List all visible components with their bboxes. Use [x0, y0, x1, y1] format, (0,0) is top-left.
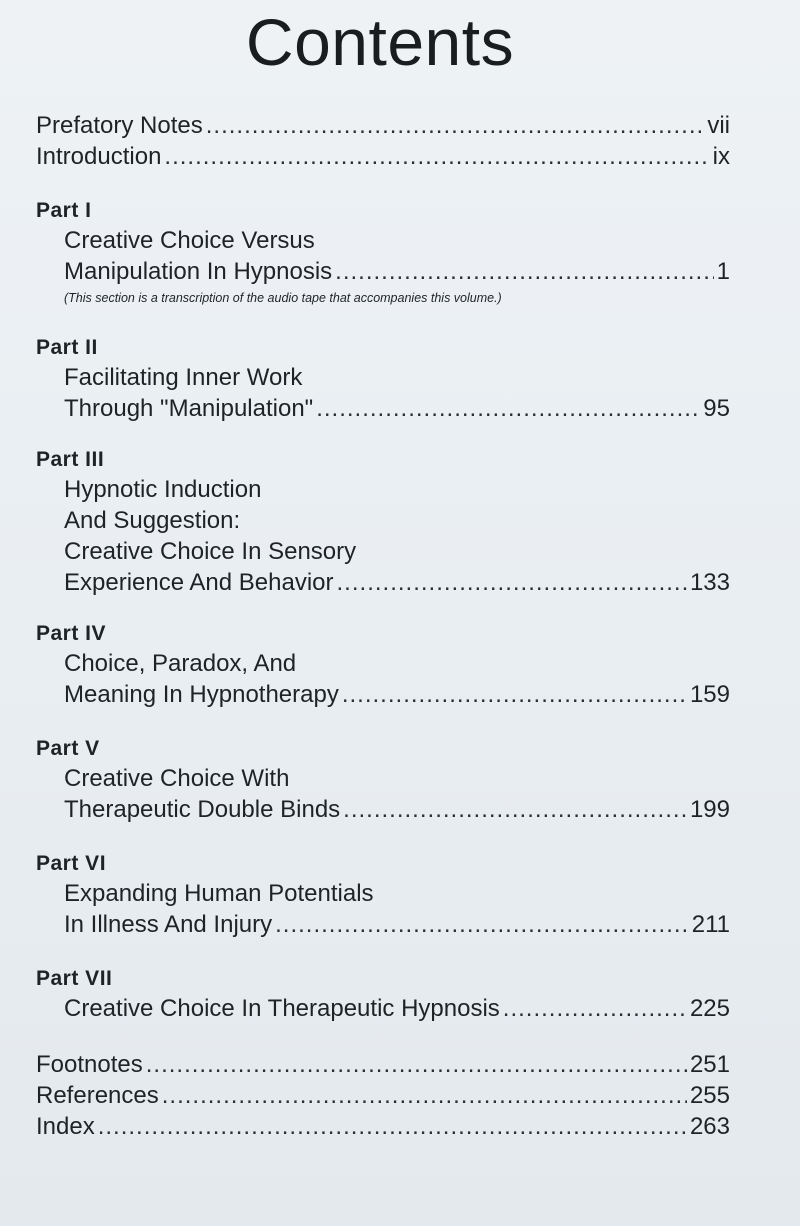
entry-label: Experience And Behavior [64, 569, 334, 596]
entry-line: Expanding Human Potentials [64, 880, 374, 907]
entry-label: Footnotes [36, 1051, 143, 1078]
toc-entry-part-7[interactable] [36, 993, 730, 1024]
part-heading: Part II [36, 336, 98, 359]
dot-leader [146, 1049, 687, 1080]
entry-page: 255 [689, 1082, 730, 1109]
entry-page: 1 [716, 258, 730, 285]
entry-page: 133 [689, 569, 730, 596]
page-title: Contents [245, 5, 515, 79]
part-heading: Part I [36, 199, 92, 222]
dot-leader [342, 679, 687, 710]
dot-leader [162, 1080, 687, 1111]
entry-label: Therapeutic Double Binds [64, 796, 341, 823]
entry-line: Creative Choice With [64, 765, 290, 792]
toc-entry-footnotes[interactable] [36, 1049, 730, 1080]
entry-label: Prefatory Notes [36, 112, 203, 139]
part-heading: Part III [36, 448, 105, 471]
toc-entry-introduction[interactable] [36, 141, 730, 172]
part-heading: Part VII [36, 967, 113, 990]
part-heading: Part VI [36, 852, 107, 875]
entry-line: And Suggestion: [64, 507, 241, 534]
dot-leader [98, 1111, 687, 1142]
entry-label: Introduction [36, 143, 162, 170]
toc-entry-part-1[interactable] [36, 256, 730, 287]
toc-entry-part-2[interactable] [36, 393, 730, 424]
entry-label: Meaning In Hypnotherapy [64, 681, 339, 708]
entry-page: 199 [689, 796, 730, 823]
entry-label: Manipulation In Hypnosis [64, 258, 333, 285]
entry-page: 251 [689, 1051, 730, 1078]
toc-entry-prefatory-notes[interactable] [36, 110, 730, 141]
dot-leader [206, 110, 705, 141]
table-of-contents [36, 110, 730, 1142]
toc-entry-index[interactable] [36, 1111, 730, 1142]
toc-entry-references[interactable] [36, 1080, 730, 1111]
entry-line: Facilitating Inner Work [64, 364, 303, 391]
toc-entry-part-3[interactable] [36, 567, 730, 598]
dot-leader [337, 567, 687, 598]
entry-line: Creative Choice Versus [64, 227, 315, 254]
part-heading: Part IV [36, 622, 107, 645]
entry-line: Choice, Paradox, And [64, 650, 297, 677]
entry-label: In Illness And Injury [64, 911, 273, 938]
dot-leader [164, 141, 709, 172]
entry-page: ix [712, 143, 730, 170]
entry-line: Hypnotic Induction [64, 476, 262, 503]
entry-page: 263 [689, 1113, 730, 1140]
entry-label: Creative Choice In Therapeutic Hypnosis [64, 995, 500, 1022]
entry-page: 159 [689, 681, 730, 708]
dot-leader [316, 393, 700, 424]
dot-leader [335, 256, 713, 287]
toc-entry-part-6[interactable] [36, 909, 730, 940]
section-note: (This section is a transcription of the audio tape that accompanies this volume.) [64, 291, 502, 305]
entry-page: 225 [689, 995, 730, 1022]
entry-line: Creative Choice In Sensory [64, 538, 357, 565]
toc-entry-part-4[interactable] [36, 679, 730, 710]
dot-leader [343, 794, 687, 825]
entry-label: Through "Manipulation" [64, 395, 314, 422]
entry-page: 211 [691, 911, 730, 938]
entry-label: Index [36, 1113, 95, 1140]
dot-leader [503, 993, 687, 1024]
entry-page: 95 [703, 395, 730, 422]
part-heading: Part V [36, 737, 100, 760]
toc-entry-part-5[interactable] [36, 794, 730, 825]
dot-leader [275, 909, 689, 940]
entry-page: vii [707, 112, 730, 139]
entry-label: References [36, 1082, 159, 1109]
